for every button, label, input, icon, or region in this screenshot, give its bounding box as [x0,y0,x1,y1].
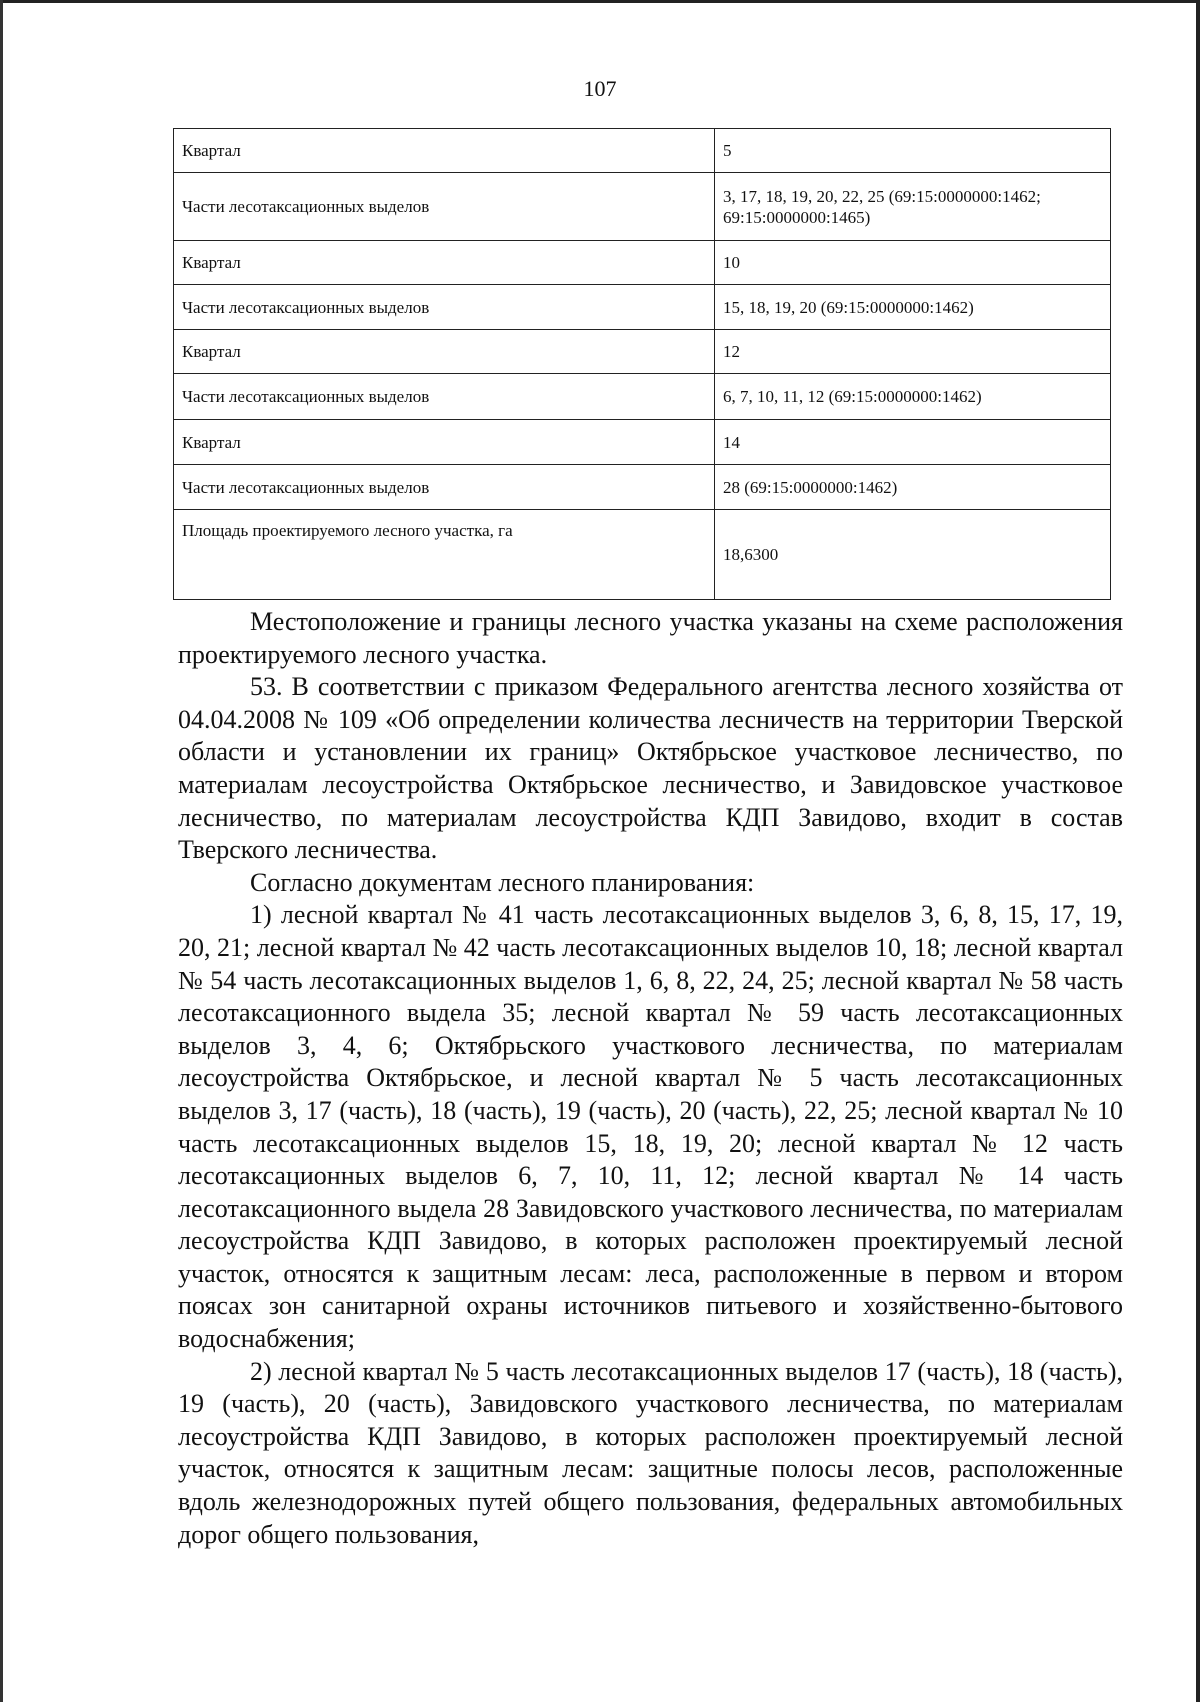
table-cell-value: 12 [715,330,1111,374]
table-row [174,173,1111,241]
table-cell-label: Квартал [174,420,715,465]
table-cell-label: Квартал [174,330,715,374]
table-row [174,374,1111,420]
table-row [174,241,1111,285]
document-body [178,606,1123,1551]
table-cell-label: Части лесотаксационных выделов [174,285,715,330]
table-row [174,510,1111,600]
paragraph-53: 53. В соответствии с приказом Федерального агентства лесного хозяйства от 04.04.2008 № 109 «Об определении количества лесничеств на территории Тверской области и установлении их границ» Октябрьское участковое лесничество, по материалам лесоустройства Октябрьское лесничество, и Завидовское участковое лесничество, по материалам лесоустройства КДП Завидово, входит в состав Тверского лесничества. [178,672,1123,865]
table-cell-value: 3, 17, 18, 19, 20, 22, 25 (69:15:0000000:1462; 69:15:0000000:1465) [715,173,1111,241]
table-cell-label: Части лесотаксационных выделов [174,173,715,241]
table-cell-value: 5 [715,129,1111,173]
table-row [174,420,1111,465]
table-cell-value: 28 (69:15:0000000:1462) [715,465,1111,510]
table-row [174,285,1111,330]
table-cell-value: 6, 7, 10, 11, 12 (69:15:0000000:1462) [715,374,1111,420]
table-cell-label: Квартал [174,129,715,173]
paragraph-item-1: 1) лесной квартал № 41 часть лесотаксационных выделов 3, 6, 8, 15, 17, 19, 20, 21; лесной квартал № 42 часть лесотаксационных выделов 10, 18; лесной квартал № 54 часть лесотаксационных выделов 1, 6, 8, 22, 24, 25; лесной квартал № 58 часть лесотаксационного выдела 35; лесной квартал № 59 часть лесотаксационных выделов 3, 4, 6; Октябрьского участкового лесничества, по материалам лесоустройства Октябрьское, и лесной квартал № 5 часть лесотаксационных выделов 3, 17 (часть), 18 (часть), 19 (часть), 20 (часть), 22, 25; лесной квартал № 10 часть лесотаксационных выделов 15, 18, 19, 20; лесной квартал № 12 часть лесотаксационных выделов 6, 7, 10, 11, 12; лесной квартал № 14 часть лесотаксационного выдела 28 Завидовского участкового лесничества, по материалам лесоустройства КДП Завидово, в которых расположен проектируемый лесной участок, относятся к защитным лесам: леса, расположенные в первом и втором поясах зон санитарной охраны источников питьевого и хозяйственно-бытового водоснабжения; [178,900,1123,1354]
table-cell-label: Площадь проектируемого лесного участка, га [174,510,715,600]
page-number: 107 [583,76,617,101]
table-cell-value: 10 [715,241,1111,285]
table-cell-value: 15, 18, 19, 20 (69:15:0000000:1462) [715,285,1111,330]
table-cell-value: 14 [715,420,1111,465]
table-row [174,330,1111,374]
table-row [174,129,1111,173]
table-cell-label: Части лесотаксационных выделов [174,374,715,420]
table-row [174,465,1111,510]
page-left-edge [0,0,3,1702]
page-top-edge [0,0,1200,3]
table-cell-value: 18,6300 [715,510,1111,600]
paragraph-planning-intro: Согласно документам лесного планирования: [250,867,755,897]
table-cell-label: Части лесотаксационных выделов [174,465,715,510]
paragraph-location: Местоположение и границы лесного участка указаны на схеме расположения проектируемого лесного участка. [178,607,1123,669]
forest-plot-table [173,128,1111,600]
table-cell-label: Квартал [174,241,715,285]
page-right-edge [1196,0,1200,1702]
paragraph-item-2: 2) лесной квартал № 5 часть лесотаксационных выделов 17 (часть), 18 (часть), 19 (часть), 20 (часть), Завидовского участкового лесничества, по материалам лесоустройства КДП Завидово, в которых расположен проектируемый лесной участок, относятся к защитным лесам: защитные полосы лесов, расположенные вдоль железнодорожных путей общего пользования, федеральных автомобильных дорог общего пользования, [178,1356,1123,1549]
